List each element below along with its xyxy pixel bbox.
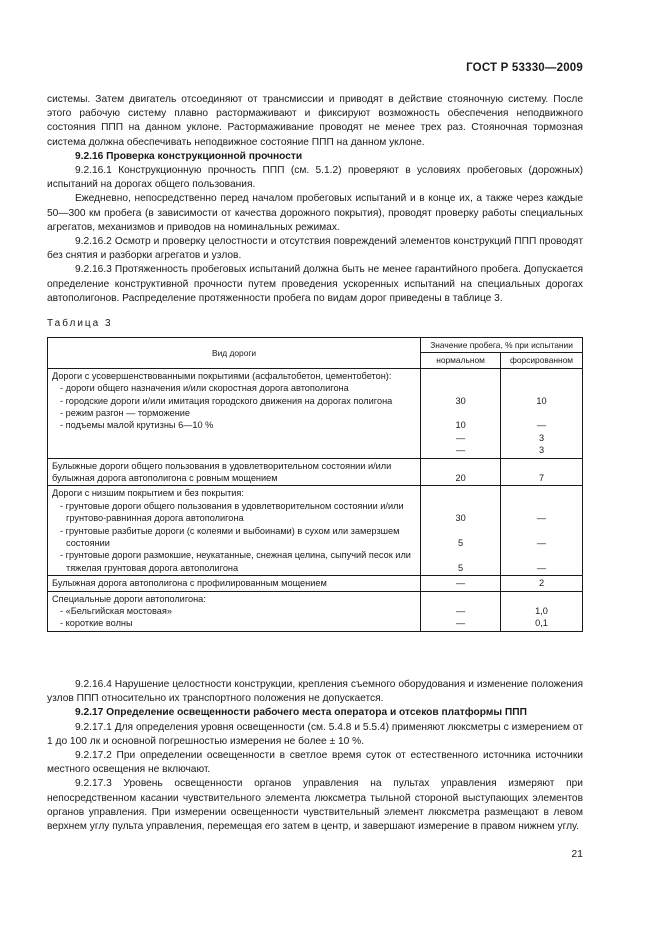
road-cell: Булыжные дороги общего пользования в удовлетворительном состоянии и/или булыжная дорога автополигона с ровным мощением [48,458,421,486]
paragraph-daily-check: Ежедневно, непосредственно перед началом пробеговых испытаний и в конце их, а также через каждые 50—300 км пробега (в зависимости от качества дорожного покрытия), проводят проверку работы специальных агрегатов, механизмов и приводов на номинальных режимах. [47,193,583,233]
normal-value-cell: — — [421,591,501,631]
page-number: 21 [571,848,583,860]
table-row [48,591,583,631]
paragraph-9-2-16-1: 9.2.16.1 Конструкционную прочность ППП (см. 5.1.2) проверяют в условиях пробеговых (дорожных) испытаний на дорогах общего пользования. [47,165,583,191]
section-title-9-2-16: 9.2.16 Проверка конструкционной прочности [75,150,303,162]
paragraph-9-2-16-2: 9.2.16.2 Осмотр и проверку целостности и отсутствия повреждений элементов конструкций ППП проводят без снятия и разборки агрегатов и узлов. [47,236,583,262]
forced-value-cell: 1,0 0,1 [501,591,583,631]
document-id: ГОСТ Р 53330—2009 [466,62,583,74]
road-cell: Дороги с усовершенствованными покрытиями (асфальтобетон, цементобетон): - дороги общего назначения и/или скоростная дорога автополигона - городские дороги и/или имитация городского движения на дорогах полигона - режим разгон — торможение - подъемы малой крутизны 6—10 % [48,368,421,458]
header-road-type: Вид дороги [48,338,421,369]
intro-paragraph: системы. Затем двигатель отсоединяют от трансмиссии и приводят в действие стояночную систему. После этого рабочую систему плавно растормаживают и фиксируют возможность обеспечения неподвижного состояния ППП на данном уклоне. Растормаживание проводят не менее трех раз. Стояночная тормозная система должна обеспечивать неподвижное состояние ППП на данном уклоне. [47,94,583,148]
table-row [48,486,583,576]
paragraph-9-2-17-2: 9.2.17.2 При определении освещенности в светлое время суток от естественного источника источники местного освещения не включают. [47,750,583,776]
header-normal: нормальном [421,353,501,368]
road-cell: Специальные дороги автополигона: - «Бельгийская мостовая» - короткие волны [48,591,421,631]
header-values: Значение пробега, % при испытании [421,338,583,353]
mileage-table [47,337,583,632]
paragraph-9-2-17-3: 9.2.17.3 Уровень освещенности органов управления на пультах управления измеряют при непосредственном касании чувствительного элемента люксметра тыльной стороной выступающих элементов органов управления. При измерении освещенности чувствительный элемент люксметра размещают в левом верхнем углу пульта управления, перемещая его затем в центр, и завершают измерение в правом нижнем углу. [47,778,583,833]
road-cell: Дороги с низшим покрытием и без покрытия: - грунтовые дороги общего пользования в удовлетворительном состоянии и/или грунтово-равнинная дорога автополигона - грунтовые разбитые дороги (с колеями и выбоинами) в сухом или замерзшем состоянии - грунтовые дороги размокшие, неукатанные, снежная целина, сыпучий песок или тяжелая грунтовая дорога автополигона [48,486,421,576]
header-forced: форсированном [501,353,583,368]
section-title-9-2-17: 9.2.17 Определение освещенности рабочего места оператора и отсеков платформы ППП [75,707,527,719]
body-text-bottom [47,678,583,834]
forced-value-cell: — — — [501,486,583,576]
paragraph-9-2-16-4: 9.2.16.4 Нарушение целостности конструкции, крепления съемного оборудования и изменение положения узлов ППП относительно их транспортного положения не допускается. [47,679,583,705]
table-row [48,458,583,486]
table-caption: Таблица 3 [47,318,113,329]
paragraph-9-2-17-1: 9.2.17.1 Для определения уровня освещенности (см. 5.4.8 и 5.5.4) применяют люксметры с измерением от 1 до 100 лк и основной погрешностью измерения не более ± 10 %. [47,721,583,747]
normal-value-cell: — [421,576,501,591]
normal-value-cell: 30 10 — — [421,368,501,458]
paragraph-9-2-16-3: 9.2.16.3 Протяженность пробеговых испытаний должна быть не менее гарантийного пробега. Допускается определение конструктивной прочности путем проведения ускоренных испытаний на специальных дорогах автополигонов. Распределение протяженности пробега по видам дорог приведены в таблице 3. [47,264,583,304]
forced-value-cell: 7 [501,458,583,486]
forced-value-cell: 2 [501,576,583,591]
road-cell: Булыжная дорога автополигона с профилированным мощением [48,576,421,591]
body-text-top [47,93,583,306]
forced-value-cell: 10 — 3 3 [501,368,583,458]
normal-value-cell: 20 [421,458,501,486]
table-row [48,576,583,591]
normal-value-cell: 30 5 5 [421,486,501,576]
table-row [48,368,583,458]
